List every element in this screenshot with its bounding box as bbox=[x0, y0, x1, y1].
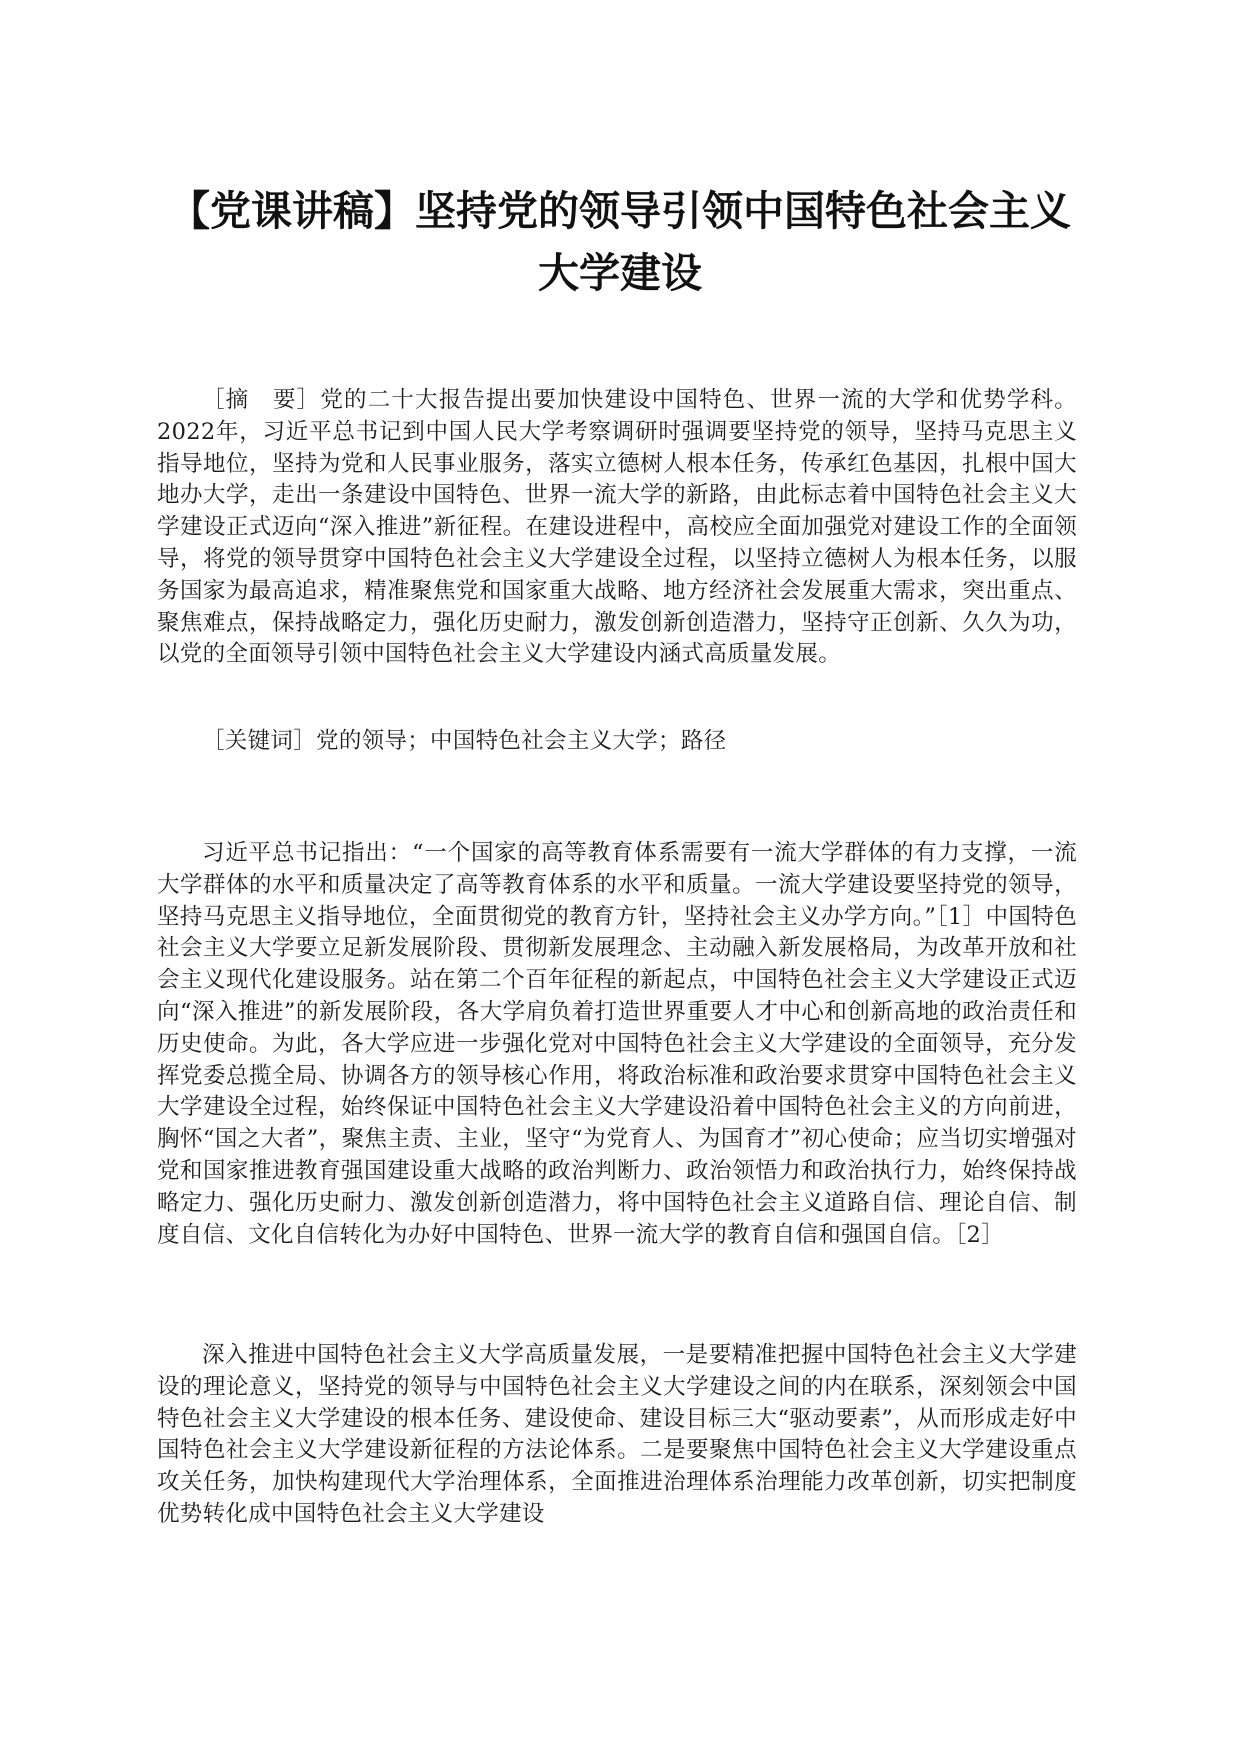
body-paragraph-2: 深入推进中国特色社会主义大学高质量发展，一是要精准把握中国特色社会主义大学建设的理论意义，坚持党的领导与中国特色社会主义大学建设之间的内在联系，深刻领会中国特色社会主义大学建设的根本任务、建设使命、建设目标三大“驱动要素”，从而形成走好中国特色社会主义大学建设新征程的方法论体系。二是要聚焦中国特色社会主义大学建设重点攻关任务，加快构建现代大学治理体系，全面推进治理体系治理能力改革创新，切实把制度优势转化成中国特色社会主义大学建设 bbox=[157, 1342, 1077, 1527]
abstract-paragraph bbox=[157, 385, 1077, 671]
keywords-text: 党的领导；中国特色社会主义大学；路径 bbox=[316, 728, 727, 754]
document-title: 【党课讲稿】坚持党的领导引领中国特色社会主义大学建设 bbox=[169, 187, 1071, 297]
abstract-label: ［摘 要］ bbox=[202, 387, 321, 413]
keywords-label: ［关键词］ bbox=[202, 728, 317, 754]
keywords-paragraph bbox=[157, 726, 1077, 758]
abstract-text: 党的二十大报告提出要加快建设中国特色、世界一流的大学和优势学科。2022年，习近平总书记到中国人民大学考察调研时强调要坚持党的领导，坚持马克思主义指导地位，坚持为党和人民事业服务，落实立德树人根本任务，传承红色基因，扎根中国大地办大学，走出一条建设中国特色、世界一流大学的新路，由此标志着中国特色社会主义大学建设正式迈向“深入推进”新征程。在建设进程中，高校应全面加强党对建设工作的全面领导，将党的领导贯穿中国特色社会主义大学建设全过程，以坚持立德树人为根本任务，以服务国家为最高追求，精准聚焦党和国家重大战略、地方经济社会发展重大需求，突出重点、聚焦难点，保持战略定力，强化历史耐力，激发创新创造潜力，坚持守正创新、久久为功，以党的全面领导引领中国特色社会主义大学建设内涵式高质量发展。 bbox=[157, 387, 1077, 668]
body-paragraph-1: 习近平总书记指出：“一个国家的高等教育体系需要有一流大学群体的有力支撑，一流大学群体的水平和质量决定了高等教育体系的水平和质量。一流大学建设要坚持党的领导，坚持马克思主义指导地位，全面贯彻党的教育方针，坚持社会主义办学方向。”［1］中国特色社会主义大学要立足新发展阶段、贯彻新发展理念、主动融入新发展格局，为改革开放和社会主义现代化建设服务。站在第二个百年征程的新起点，中国特色社会主义大学建设正式迈向“深入推进”的新发展阶段，各大学肩负着打造世界重要人才中心和创新高地的政治责任和历史使命。为此，各大学应进一步强化党对中国特色社会主义大学建设的全面领导，充分发挥党委总揽全局、协调各方的领导核心作用，将政治标准和政治要求贯穿中国特色社会主义大学建设全过程，始终保证中国特色社会主义大学建设沿着中国特色社会主义的方向前进，胸怀“国之大者”，聚焦主责、主业，坚守“为党育人、为国育才”初心使命；应当切实增强对党和国家推进教育强国建设重大战略的政治判断力、政治领悟力和政治执行力，始终保持战略定力、强化历史耐力、激发创新创造潜力，将中国特色社会主义道路自信、理论自信、制度自信、文化自信转化为办好中国特色、世界一流大学的教育自信和强国自信。［2］ bbox=[157, 840, 1077, 1248]
